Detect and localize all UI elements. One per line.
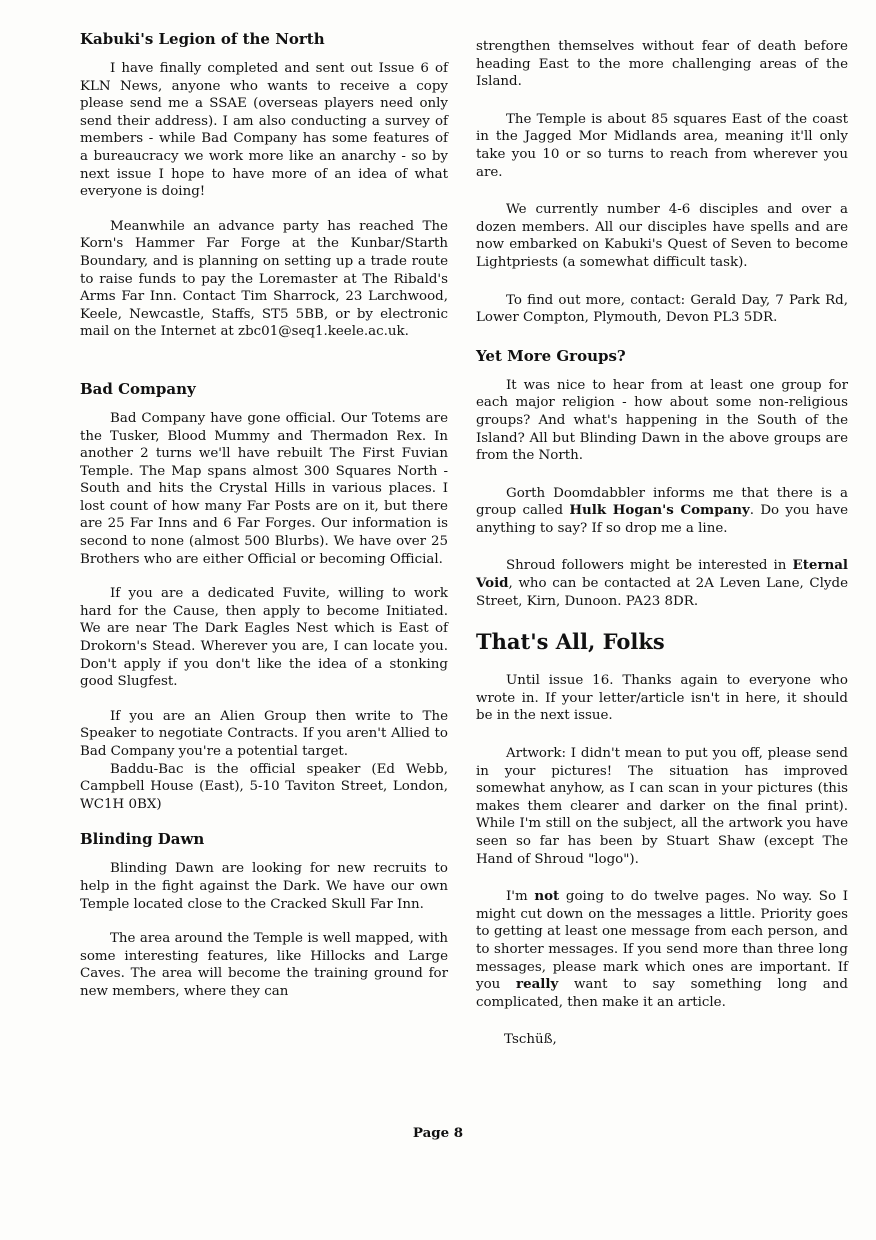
paragraph: Baddu-Bac is the official speaker (Ed Webb, Campbell House (East), 5-10 Taviton Street, London, WC1H 0BX) xyxy=(80,761,448,812)
group-name: Eternal Void xyxy=(476,557,848,592)
paragraph: I have finally completed and sent out Issue 6 of KLN News, anyone who wants to receive a copy please send me a SSAE (overseas players need only send their address). I am also conducting a survey of members - while Bad Company has some features of a bureaucracy we work more like an anarchy - so by next issue I hope to have more of an idea of what everyone is doing! xyxy=(80,61,448,200)
heading-bad-company: Bad Company xyxy=(80,379,196,398)
paragraph xyxy=(476,888,848,1011)
heading-blinding-dawn: Blinding Dawn xyxy=(80,830,205,849)
emphasis: not xyxy=(534,888,560,905)
text-run: I'm xyxy=(506,889,535,905)
emphasis: really xyxy=(516,976,559,993)
text-run: . Do you have anything to say? If so drop me a line. xyxy=(476,503,849,536)
paragraph xyxy=(476,485,848,538)
text-run: Shroud followers might be interested in xyxy=(506,558,793,574)
heading-yet-more-groups: Yet More Groups? xyxy=(476,346,626,365)
paragraph: Blinding Dawn are looking for new recruits to help in the fight against the Dark. We have our own Temple located close to the Cracked Skull Far Inn. xyxy=(80,861,448,912)
paragraph xyxy=(476,557,848,610)
paragraph: It was nice to hear from at least one group for each major religion - how about some non-religious groups? And what's happening in the South of the Island? All but Blinding Dawn in the above groups are from the North. xyxy=(476,377,848,464)
paragraph: Meanwhile an advance party has reached The Korn's Hammer Far Forge at the Kunbar/Starth Boundary, and is planning on setting up a trade route to raise funds to pay the Loremaster at The Ribald's Arms Far Inn. Contact Tim Sharrock, 23 Larchwood, Keele, Newcastle, Staffs, ST5 5BB, or by electronic mail on the Internet at zbc01@seq1.keele.ac.uk. xyxy=(80,218,448,340)
text-run: going to do twelve pages. No way. So I might cut down on the messages a little. Priority goes to getting at least one message from each person, and to shorter messages. If you send more than three long messages, please mark which ones are important. If you xyxy=(476,889,848,993)
left-column xyxy=(80,30,448,1018)
group-name: Hulk Hogan's Company xyxy=(569,502,750,519)
paragraph: If you are a dedicated Fuvite, willing to work hard for the Cause, then apply to become Initiated. We are near The Dark Eagles Nest which is East of Drokorn's Stead. Wherever you are, I can locate you. Don't apply if you don't like the idea of a stonking good Slugfest. xyxy=(80,586,448,690)
heading-thats-all-folks: That's All, Folks xyxy=(476,629,665,655)
paragraph: The area around the Temple is well mapped, with some interesting features, like Hillocks and Large Caves. The area will become the training ground for new members, where they can xyxy=(80,931,448,999)
heading-kabuki: Kabuki's Legion of the North xyxy=(80,30,325,48)
text-run: , who can be contacted at 2A Leven Lane, Clyde Street, Kirn, Dunoon. PA23 8DR. xyxy=(476,576,848,609)
paragraph-continued: strengthen themselves without fear of death before heading East to the more challenging areas of the Island. xyxy=(476,39,848,90)
paragraph: If you are an Alien Group then write to The Speaker to negotiate Contracts. If you aren't Allied to Bad Company you're a potential target. xyxy=(80,708,448,759)
paragraph: Artwork: I didn't mean to put you off, please send in your pictures! The situation has improved somewhat anyhow, as I can scan in your pictures (this makes them clearer and darker on the final print). While I'm still on the subject, all the artwork you have seen so far has been by Stuart Shaw (except The Hand of Shroud "logo"). xyxy=(476,746,848,867)
page-number: Page 8 xyxy=(412,1125,464,1141)
text-run: Gorth Doomdabbler informs me that there is a group called xyxy=(476,485,848,519)
paragraph: Until issue 16. Thanks again to everyone who wrote in. If your letter/article isn't in here, it should be in the next issue. xyxy=(476,673,848,724)
paragraph: We currently number 4-6 disciples and over a dozen members. All our disciples have spells and are now embarked on Kabuki's Quest of Seven to become Lightpriests (a somewhat difficult task). xyxy=(476,202,848,270)
signoff: Tschüß, xyxy=(504,1032,557,1048)
text-run: want to say something long and complicated, then make it an article. xyxy=(476,977,848,1010)
paragraph: The Temple is about 85 squares East of the coast in the Jagged Mor Midlands area, meaning it'll only take you 10 or so turns to reach from wherever you are. xyxy=(476,111,848,180)
paragraph: To find out more, contact: Gerald Day, 7 Park Rd, Lower Compton, Plymouth, Devon PL3 5DR. xyxy=(476,292,848,326)
right-column xyxy=(476,38,848,1069)
paragraph: Bad Company have gone official. Our Totems are the Tusker, Blood Mummy and Thermadon Rex. In another 2 turns we'll have rebuilt The First Fuvian Temple. The Map spans almost 300 Squares North - South and hits the Crystal Hills in various places. I lost count of how many Far Posts are on it, but there are 25 Far Inns and 6 Far Forges. Our information is second to none (almost 500 Blurbs). We have over 25 Brothers who are either Official or becoming Official. xyxy=(80,410,448,567)
